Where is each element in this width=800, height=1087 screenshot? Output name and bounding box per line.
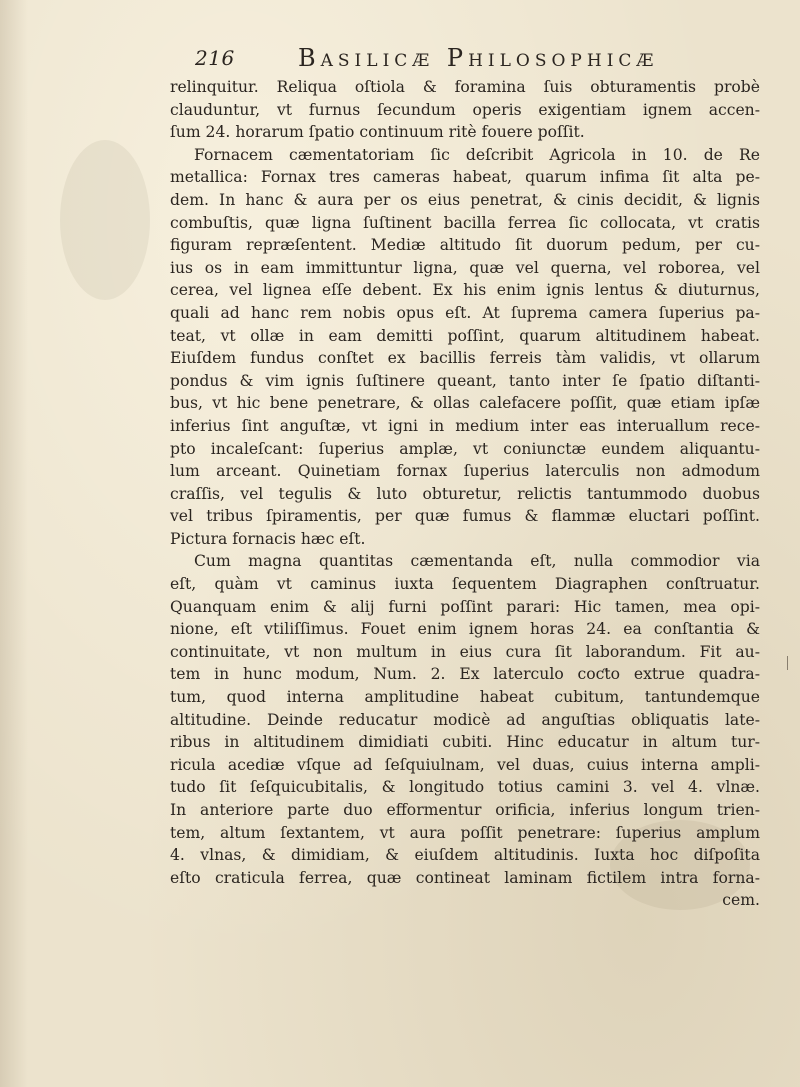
text-line: 4. vlnas, & dimidiam, & eiuſdem altitudinis. Iuxta hoc diſpoſita [170, 846, 760, 865]
page-edge-shadow [0, 0, 28, 1087]
text-line: bus, vt hic bene penetrare, & ollas calefacere poſſit, quæ etiam ipſæ [170, 394, 760, 413]
text-line: ricula acediæ vſque ad ſeſquiulnam, vel duas, cuius interna ampli- [170, 755, 760, 774]
text-line: relinquitur. Reliqua oſtiola & foramina ſuis obturamentis probè [170, 78, 760, 96]
text-line: In anteriore parte duo efformentur orificia, inferius longum trien- [170, 801, 760, 819]
text-line: tem, altum ſextantem, vt aura poſſit penetrare: ſuperius amplum [170, 823, 760, 842]
text-line: Quanquam enim & alij furni poſſint parari: Hic tamen, mea opi- [170, 597, 760, 616]
text-line: tem in hunc modum, Num. 2. Ex laterculo coƈto extrue quadra- [170, 665, 760, 684]
text-line: pondus & vim ignis ſuſtinere queant, tanto inter ſe ſpatio diſtanti- [170, 371, 760, 390]
text-line: Cum magna quantitas cæmentanda eſt, nulla commodior via [194, 552, 760, 571]
text-line: ribus in altitudinem dimidiati cubiti. Hinc educatur in altum tur- [170, 733, 760, 752]
text-line: Fornacem cæmentatoriam ſic deſcribit Agricola in 10. de Re [194, 145, 760, 164]
text-line: figuram repræſentent. Mediæ altitudo ſit duorum pedum, per cu- [170, 236, 760, 255]
text-line: clauduntur, vt furnus ſecundum operis exigentiam ignem accen- [170, 100, 760, 119]
text-line: eſt, quàm vt caminus iuxta ſequentem Diagraphen conſtruatur. [170, 575, 760, 594]
text-line: pto incaleſcant: ſuperius amplæ, vt coniunctæ eundem aliquantu- [170, 439, 760, 458]
text-line: tum, quod interna amplitudine habeat cubitum, tantundemque [170, 688, 760, 707]
text-line: nione, eſt vtiliſſimus. Fouet enim ignem horas 24. ea conſtantia & [170, 620, 760, 639]
text-line: inferius ſint anguſtæ, vt igni in medium inter eas interuallum rece- [170, 416, 760, 435]
text-line: continuitate, vt non multum in eius cura ſit laborandum. Fit au- [170, 642, 760, 661]
text-line: combuſtis, quæ ligna ſuſtinent bacilla ferrea ſic collocata, vt cratis [170, 213, 760, 232]
page-header [195, 44, 760, 78]
text-line: cem. [722, 891, 760, 910]
text-line: metallica: Fornax tres cameras habeat, quarum infima ſit alta pe- [170, 168, 760, 187]
text-line: vel tribus ſpiramentis, per quæ fumus & flammæ eluctari poſſint. [170, 507, 760, 526]
text-line: tudo ſit ſeſquicubitalis, & longitudo totius camini 3. vel 4. vlnæ. [170, 778, 760, 797]
page-number: 216 [195, 46, 235, 70]
text-line: Pictura fornacis hæc eſt. [170, 529, 366, 548]
text-line: dem. In hanc & aura per os eius penetrat, & cinis decidit, & lignis [170, 190, 760, 209]
text-line: teat, vt ollæ in eam demitti poſſint, quarum altitudinem habeat. [170, 326, 760, 345]
text-line: quali ad hanc rem nobis opus eſt. At ſuprema camera ſuperius pa- [170, 303, 760, 322]
text-line: eſto craticula ferrea, quæ contineat laminam fictilem intra forna- [170, 868, 760, 887]
text-line: cerea, vel lignea eſſe debent. Ex his enim ignis lentus & diuturnus, [170, 281, 760, 300]
running-title: Basilicæ Philosophicæ [298, 44, 659, 72]
text-body [170, 76, 760, 912]
text-line: ſum 24. horarum ſpatio continuum ritè fouere poſſit. [170, 123, 585, 142]
margin-mark [787, 656, 791, 670]
text-line: lum arceant. Quinetiam fornax ſuperius laterculis non admodum [170, 462, 760, 481]
paper-stain [60, 140, 150, 300]
text-line: ius os in eam immittuntur ligna, quæ vel quernа, vel roborea, vel [170, 258, 760, 277]
text-line: Eiuſdem fundus conſtet ex bacillis ferreis tàm validis, vt ollarum [170, 349, 760, 368]
text-line: craſſis, vel tegulis & luto obturetur, relictis tantummodo duobus [170, 484, 760, 503]
text-line: altitudine. Deinde reducatur modicè ad anguſtias obliquatis late- [170, 710, 760, 729]
